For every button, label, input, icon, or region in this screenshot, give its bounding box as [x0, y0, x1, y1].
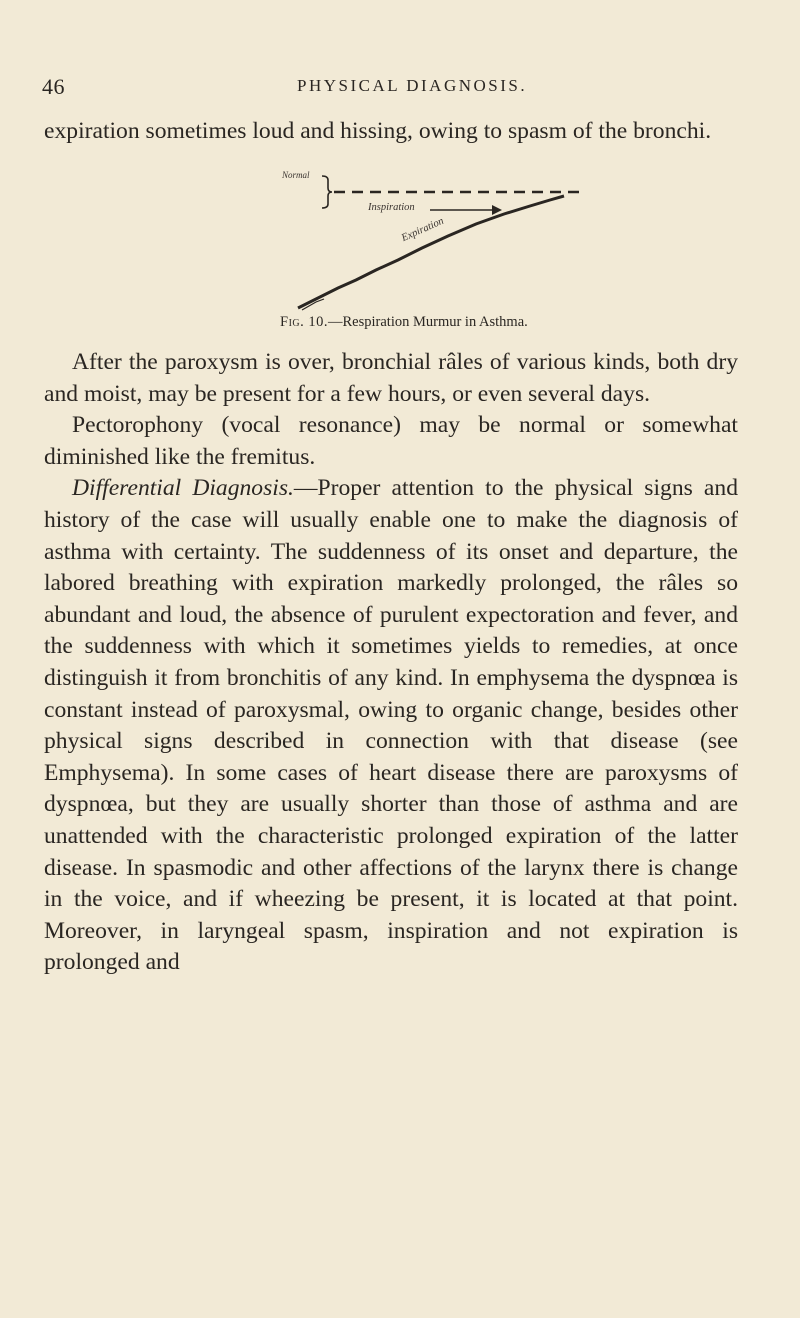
inspiration-label: Inspiration	[368, 202, 415, 213]
inspiration-arrow-head	[492, 205, 502, 215]
running-title: PHYSICAL DIAGNOSIS.	[297, 76, 528, 95]
respiration-murmur-figure	[280, 168, 600, 318]
asthma-expiration-line	[298, 196, 564, 308]
running-head	[42, 74, 742, 104]
opening-paragraph	[44, 116, 738, 148]
figure-number: Fig. 10.	[280, 314, 328, 330]
paragraph-after-paroxysm: After the paroxysm is over, bronchial râles of various kinds, both dry and moist, may be present for a few hours, or even several days.	[44, 349, 738, 407]
differential-diagnosis-text: —Proper attention to the physical signs and history of the case will usually enable one to make the diagnosis of asthma with certainty. The suddenness of its onset and departure, the labored breathing with expiration markedly prolonged, the râles so abundant and loud, the absence of purulent expectoration and fever, and the suddenness with which it sometimes yields to remedies, at once distinguish it from bronchitis of any kind. In emphysema the dyspnœa is constant instead of paroxysmal, owing to organic change, besides other physical signs described in connection with that disease (see Emphysema). In some cases of heart disease there are paroxysms of dyspnœa, but they are usually shorter than those of asthma and are unattended with the characteristic prolonged expiration of the latter disease. In spasmodic and other affections of the larynx there is change in the voice, and if wheezing be present, it is located at that point. Moreover, in laryngeal spasm, inspiration and not expiration is prolonged and	[44, 475, 738, 976]
body-text	[44, 347, 738, 979]
expiration-label: Expiration	[400, 215, 446, 245]
figure-caption-text: —Respiration Murmur in Asthma.	[328, 314, 528, 330]
normal-bracket	[322, 176, 332, 208]
respiration-murmur-diagram	[280, 168, 600, 318]
figure-caption	[280, 314, 740, 331]
opening-paragraph-text: expiration sometimes loud and hissing, owing to spasm of the bronchi.	[44, 118, 712, 144]
paragraph-pectorophony: Pectorophony (vocal resonance) may be normal or somewhat diminished like the fremitus.	[44, 412, 738, 470]
page-number: 46	[42, 74, 65, 99]
paragraph-differential-diagnosis	[44, 473, 738, 979]
normal-label: Normal	[282, 170, 310, 180]
differential-diagnosis-heading: Differential Diagnosis.	[72, 475, 294, 502]
